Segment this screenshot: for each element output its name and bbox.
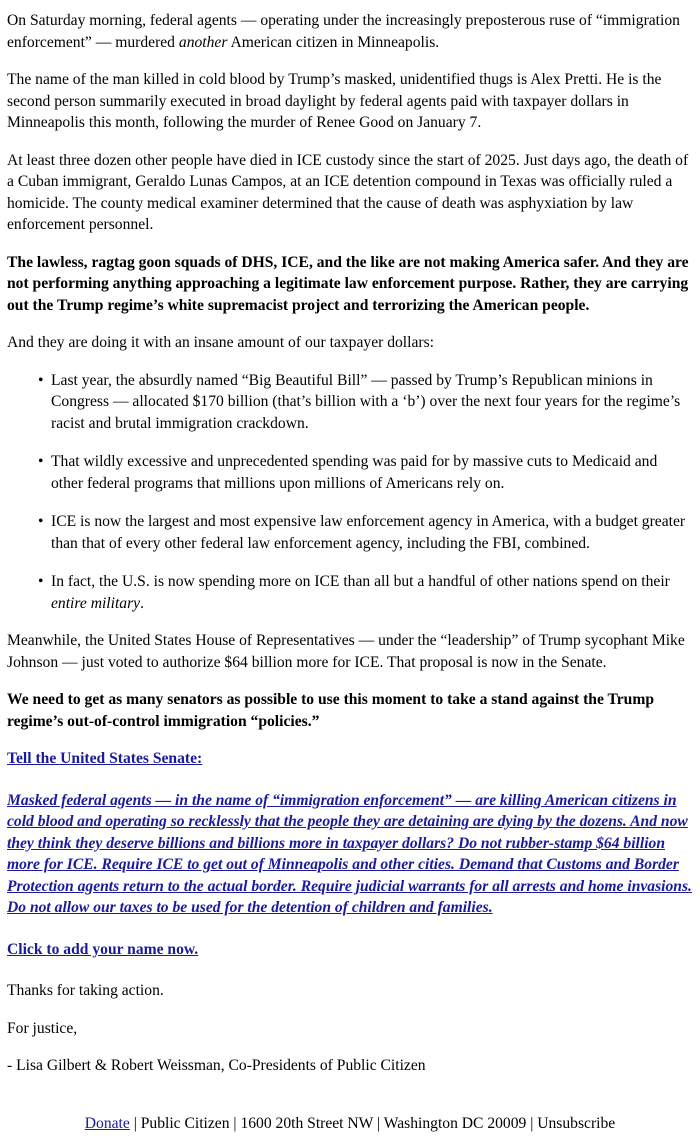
paragraph-alex-pretti: The name of the man killed in cold blood by Trump’s masked, unidentified thugs is Alex Pretti. He is the second person summarily executed in broad daylight by federal agents paid with taxpayer dollars in Minneapolis this month, following the murder of Renee Good on January 7. <box>7 69 693 134</box>
emphasis-entire-military: entire military <box>51 595 140 612</box>
paragraph-intro-part1: On Saturday morning, federal agents — operating under the increasingly preposterous ruse of “immigration enforcement” — murdered <box>7 12 680 51</box>
list-item: • That wildly excessive and unprecedented spending was paid for by massive cuts to Medicaid and other federal programs that millions upon millions of Americans rely on. <box>7 451 693 494</box>
footer-separator-2: | <box>230 1115 241 1132</box>
paragraph-thanks: Thanks for taking action. <box>7 980 693 1002</box>
add-your-name-link[interactable]: Click to add your name now. <box>7 941 198 958</box>
footer-unsubscribe: Unsubscribe <box>537 1115 615 1132</box>
paragraph-lawless-goon-squads: The lawless, ragtag goon squads of DHS, ICE, and the like are not making America safer. And they are not performing anything approaching a legitimate law enforcement purpose. Rather, they are carrying out the Trump regime’s white supremacist project and terrorizing the American people. <box>7 252 693 317</box>
list-item-part1: In fact, the U.S. is now spending more on ICE than all but a handful of other nations spend on their <box>51 573 670 590</box>
paragraph-house-vote: Meanwhile, the United States House of Representatives — under the “leadership” of Trump sycophant Mike Johnson — just voted to authorize $64 billion more for ICE. That proposal is now in the Senate. <box>7 630 693 673</box>
spending-bullet-list <box>7 370 693 615</box>
footer-separator-1: | <box>130 1115 141 1132</box>
footer-city-state-zip: Washington DC 20009 <box>384 1115 527 1132</box>
paragraph-intro-part2: American citizen in Minneapolis. <box>227 34 439 51</box>
donate-link[interactable]: Donate <box>85 1115 130 1132</box>
list-item <box>7 571 693 614</box>
paragraph-for-justice: For justice, <box>7 1018 693 1040</box>
list-item: • ICE is now the largest and most expensive law enforcement agency in America, with a budget greater than that of every other federal law enforcement agency, including the FBI, combined. <box>7 511 693 554</box>
list-item-part2: . <box>140 595 144 612</box>
petition-ask-block <box>7 790 693 919</box>
footer-org-name: Public Citizen <box>141 1115 230 1132</box>
paragraph-call-to-senators: We need to get as many senators as possible to use this moment to take a stand against the Trump regime’s out-of-control immigration “policies.” <box>7 689 693 732</box>
emphasis-another: another <box>179 34 228 51</box>
paragraph-taxpayer-dollars-lead: And they are doing it with an insane amount of our taxpayer dollars: <box>7 332 693 354</box>
add-name-cta <box>7 939 693 961</box>
footer-street-address: 1600 20th Street NW <box>240 1115 373 1132</box>
paragraph-intro <box>7 10 693 53</box>
email-footer <box>7 1113 693 1144</box>
footer-separator-4: | <box>526 1115 537 1132</box>
tell-senate-link[interactable]: Tell the United States Senate: <box>7 750 202 767</box>
footer-separator-3: | <box>373 1115 384 1132</box>
paragraph-signature: - Lisa Gilbert & Robert Weissman, Co-Presidents of Public Citizen <box>7 1055 693 1077</box>
petition-ask-link[interactable]: Masked federal agents — in the name of “immigration enforcement” — are killing American citizens in cold blood and operating so recklessly that the people they are detaining are dying by the dozens. And now they think they deserve billions and billions more in taxpayer dollars? Do not rubber-stamp $64 billion more for ICE. Require ICE to get out of Minneapolis and other cities. Demand that Customs and Border Protection agents return to the actual border. Require judicial warrants for all arrests and home invasions. Do not allow our taxes to be used for the detention of children and families. <box>7 792 692 917</box>
tell-senate-heading <box>7 748 693 770</box>
paragraph-ice-custody-deaths: At least three dozen other people have died in ICE custody since the start of 2025. Just days ago, the death of a Cuban immigrant, Geraldo Lunas Campos, at an ICE detention compound in Texas was officially ruled a homicide. The county medical examiner determined that the cause of death was asphyxiation by law enforcement personnel. <box>7 150 693 236</box>
list-item: • Last year, the absurdly named “Big Beautiful Bill” — passed by Trump’s Republican minions in Congress — allocated $170 billion (that’s billion with a ‘b’) over the next four years for the regime’s racist and brutal immigration crackdown. <box>7 370 693 435</box>
